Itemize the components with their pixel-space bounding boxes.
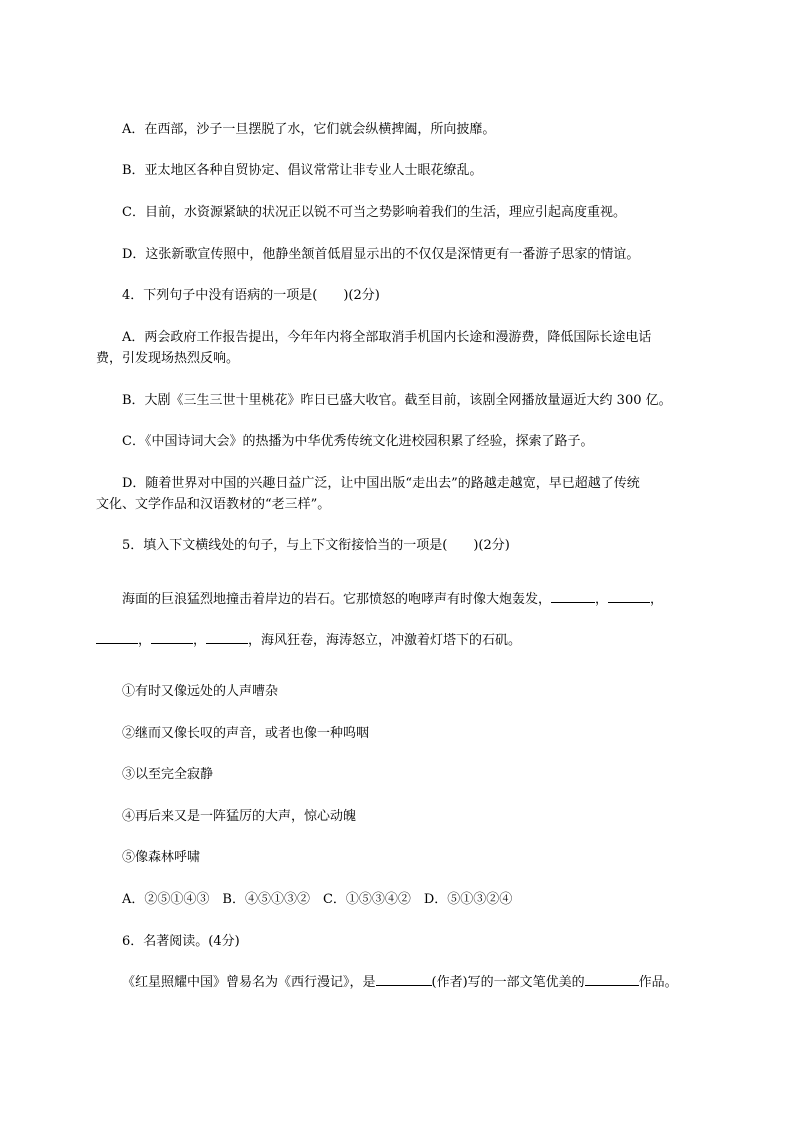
q3-option-d: D．这张新歌宣传照中，他静坐颔首低眉显示出的不仅仅是深情更有一番游子思家的情谊。: [122, 247, 640, 262]
blank-5: [206, 630, 248, 644]
q5-sentence-1: ①有时又像远处的人声嘈杂: [122, 684, 279, 699]
q5-passage-line1: [122, 589, 663, 611]
q6-text2: (作者)写的一部文笔优美的: [431, 975, 585, 990]
q4-option-d-line2: 文化、文学作品和汉语教材的“老三样”。: [96, 497, 331, 512]
blank-separator: ，: [138, 633, 152, 648]
blank-3: [96, 630, 138, 644]
q6-genre-blank: [585, 972, 639, 986]
q3-option-a: A．在西部，沙子一旦摆脱了水，它们就会纵横捭阖，所向披靡。: [122, 122, 496, 137]
q5-sentence-5: ⑤像森林呼啸: [122, 850, 201, 865]
blank-separator: ，: [193, 633, 207, 648]
q4-option-a-line2: 费，引发现场热烈反响。: [96, 351, 240, 366]
q6-stem: 6．名著阅读。(4分): [122, 934, 240, 949]
q4-option-d-line1: D．随着世界对中国的兴趣日益广泛，让中国出版“走出去”的路越走越宽，早已超越了传统: [122, 476, 640, 491]
q3-option-c: C．目前，水资源紧缺的状况正以锐不可当之势影响着我们的生活，理应引起高度重视。: [122, 205, 626, 220]
blank-separator: ，: [595, 592, 609, 607]
blank-1: [551, 589, 595, 603]
q4-option-c: C．《中国诗词大会》的热播为中华优秀传统文化进校园积累了经验，探索了路子。: [122, 434, 594, 449]
q5-passage-text1: 海面的巨浪猛烈地撞击着岸边的岩石。它那愤怒的咆哮声有时像大炮轰发，: [122, 592, 552, 607]
q4-option-b: B．大剧《三生三世十里桃花》昨日已盛大收官。截至目前，该剧全网播放量逼近大约 300 亿。: [122, 393, 672, 408]
q5-options: A．②⑤①④③ B．④⑤①③② C．①⑤③④② D．⑤①③②④: [122, 892, 513, 907]
q5-sentence-2: ②继而又像长叹的声音，或者也像一种呜咽: [122, 726, 370, 741]
q3-option-b: B．亚太地区各种自贸协定、倡议常常让非专业人士眼花缭乱。: [122, 163, 483, 178]
q5-passage-line2: [96, 630, 521, 652]
q6-author-blank: [376, 972, 432, 986]
q6-line: [122, 972, 678, 994]
q6-text3: 作品。: [638, 975, 678, 990]
q5-passage-text2: ，海风狂卷，海涛怒立，冲激着灯塔下的石矶。: [248, 633, 522, 648]
q5-stem: 5．填入下文横线处的句子，与上下文衔接恰当的一项是( )(2分): [122, 538, 510, 553]
q4-option-a-line1: A．两会政府工作报告提出，今年年内将全部取消手机国内长途和漫游费，降低国际长途电话: [122, 330, 652, 345]
blank-2: [608, 589, 650, 603]
q6-text1: 《红星照耀中国》曾易名为《西行漫记》，是: [122, 975, 376, 990]
q4-stem: 4．下列句子中没有语病的一项是( )(2分): [122, 288, 380, 303]
blank-4: [151, 630, 193, 644]
q5-sentence-3: ③以至完全寂静: [122, 767, 214, 782]
blank-separator: ，: [650, 592, 664, 607]
q5-sentence-4: ④再后来又是一阵猛厉的大声，惊心动魄: [122, 809, 357, 824]
